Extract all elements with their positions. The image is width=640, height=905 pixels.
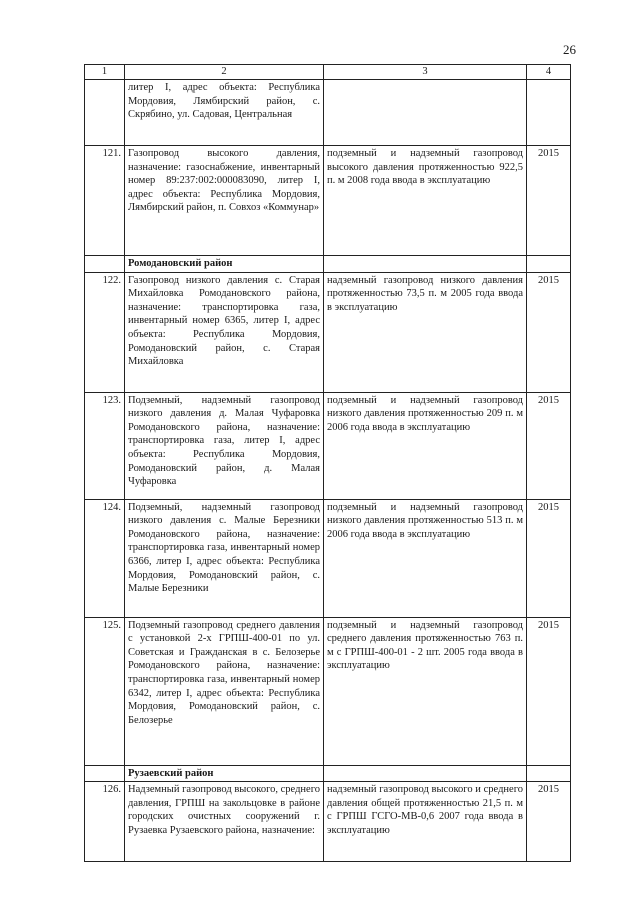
table-row [85,146,571,256]
row-number: 125. [85,617,125,765]
year-value: 2015 [527,617,571,765]
year-value: 2015 [527,782,571,862]
row-number: 122. [85,272,125,392]
district-row [85,256,571,273]
object-name: Надземный газопровод высокого, среднего давления, ГРПШ на закольцовке в районе городских очистных сооружений г. Рузаевка Рузаевского района, назначение: [125,782,324,862]
row-number: 121. [85,146,125,256]
table-row [85,392,571,499]
year-value: 2015 [527,146,571,256]
table-row [85,617,571,765]
year-value: 2015 [527,392,571,499]
row-number [85,80,125,146]
year-value: 2015 [527,272,571,392]
table-row [85,272,571,392]
object-name: Газопровод высокого давления, назначение: газоснабжение, инвентарный номер 89:237:002:000083090, литер I, адрес объекта: Республика Мордовия, Лямбирский район, п. Совхоз «Коммунар» [125,146,324,256]
column-header-4: 4 [527,65,571,80]
object-description: надземный газопровод низкого давления протяженностью 73,5 п. м 2005 года ввода в эксплуатацию [324,272,527,392]
object-description: надземный газопровод высокого и среднего давления общей протяженностью 21,5 п. м с ГРПШ ГСГО-МВ-0,6 2007 года ввода в эксплуатацию [324,782,527,862]
table-row [85,499,571,617]
object-name: литер I, адрес объекта: Республика Мордовия, Лямбирский район, с. Скрябино, ул. Садовая, Центральная [125,80,324,146]
register-table [84,64,571,862]
register-table-body [85,65,571,862]
object-description: подземный и надземный газопровод низкого давления протяженностью 513 п. м 2006 года ввода в эксплуатацию [324,499,527,617]
object-description: подземный и надземный газопровод низкого давления протяженностью 209 п. м 2006 года ввода в эксплуатацию [324,392,527,499]
row-number: 123. [85,392,125,499]
object-description [324,80,527,146]
object-name: Подземный, надземный газопровод низкого давления д. Малая Чуфаровка Ромодановского района, назначение: транспортировка газа, литер I, адрес объекта: Республика Мордовия, Ромодановский район, д. Малая Чуфаровка [125,392,324,499]
column-header-2: 2 [125,65,324,80]
object-description: подземный и надземный газопровод высокого давления протяженностью 922,5 п. м 2008 года ввода в эксплуатацию [324,146,527,256]
year-value [527,80,571,146]
object-name: Подземный, надземный газопровод низкого давления с. Малые Березники Ромодановского района, назначение: транспортировка газа, инвентарный номер 6366, литер I, адрес объекта: Республика Мордовия, Ромодановский район, с. Малые Березники [125,499,324,617]
object-name: Газопровод низкого давления с. Старая Михайловка Ромодановского района, назначение: транспортировка газа, инвентарный номер 6365, литер I, адрес объекта: Республика Мордовия, Ромодановский район, с. Старая Михайловка [125,272,324,392]
table-row [85,782,571,862]
year-value: 2015 [527,499,571,617]
district-row [85,765,571,782]
column-header-1: 1 [85,65,125,80]
district-name: Рузаевский район [125,765,324,782]
row-number: 124. [85,499,125,617]
object-description: подземный и надземный газопровод среднего давления протяженностью 763 п. м с ГРПШ-400-01 - 2 шт. 2005 года ввода в эксплуатацию [324,617,527,765]
column-header-3: 3 [324,65,527,80]
row-number: 126. [85,782,125,862]
object-name: Подземный газопровод среднего давления с установкой 2-х ГРПШ-400-01 по ул. Советская и Гражданская в с. Белозерье Ромодановского района, назначение: транспортировка газа, инвентарный номер 6342, литер I, адрес объекта: Республика Мордовия, Ромодановский район, с. Белозерье [125,617,324,765]
table-row [85,80,571,146]
district-name: Ромодановский район [125,256,324,273]
column-header-row [85,65,571,80]
page-number: 26 [563,42,576,57]
